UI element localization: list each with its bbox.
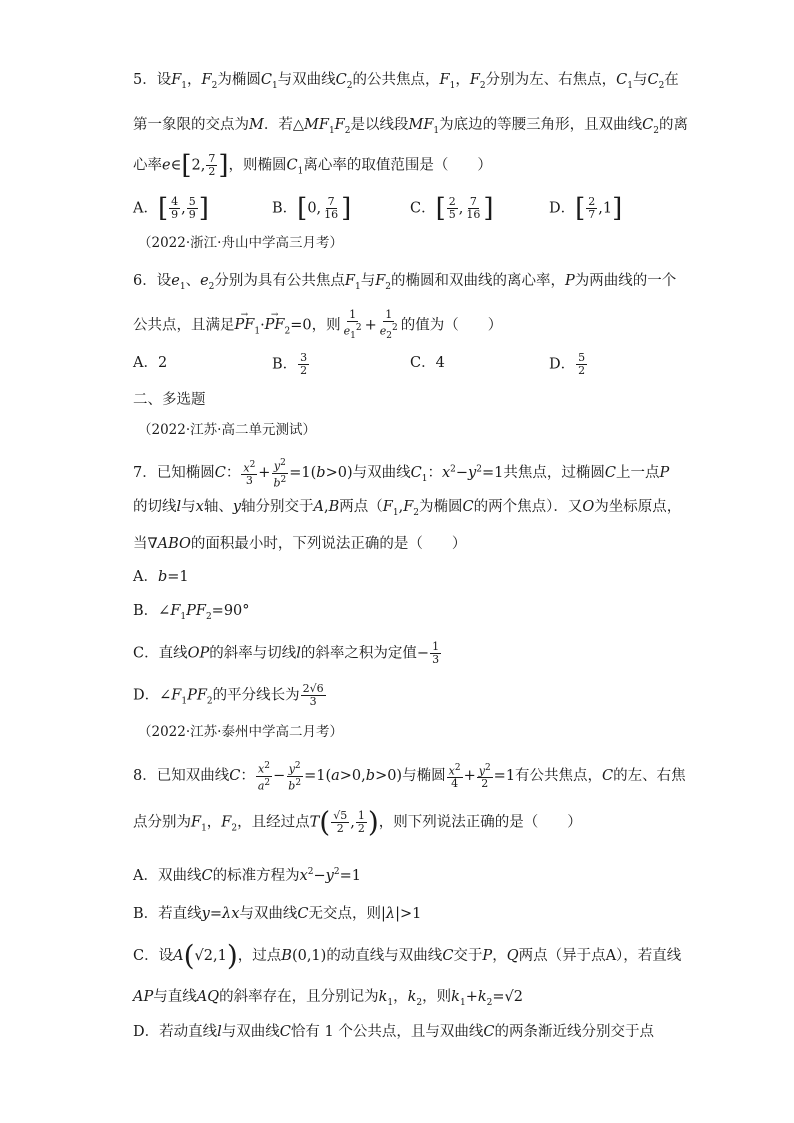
q6-line2: 公共点，且满足→ $PF_1\cdot\to PF_2=0$，则 $\frac{1}{e_1^2}$ + $\frac{1}{e_2^2}$ 的值为（ ）	[133, 309, 704, 342]
q8-option-a: A．双曲线C的标准方程为$x^2-y^2=1$	[133, 867, 361, 884]
section-heading: 二、多选题	[133, 392, 206, 408]
q7-source: （2022·江苏·高二单元测试）	[138, 422, 316, 438]
q8-line1: 8．已知双曲线C： $\frac{x^2}{a^2}$ − $\frac{y^2}{b^2}$ =1(a>0,b>0)与椭圆 $\frac{x^2}{4}$ + $\frac{y^2}{2}$ =1有公共焦点，C的左、右焦	[133, 761, 686, 793]
q5-line2: 第一象限的交点为M．若$\triangle MF_1F_2$是以线段$MF_1$为底边的等腰三角形，且双曲线$C_2$的离	[133, 117, 688, 136]
q8-option-d: D．若动直线l与双曲线C恰有 1 个公共点，且与双曲线C的两条渐近线分别交于点	[133, 1024, 654, 1040]
q7-option-a: A．b=1	[133, 569, 189, 585]
q8-source: （2022·江苏·泰州中学高二月考）	[138, 724, 343, 740]
q7-line2: 的切线l与x轴、y轴分别交于A,B两点（$F_1,F_2$为椭圆C的两个焦点）．又O为坐标原点，	[133, 499, 682, 518]
q5-option-c: C．[ $\frac{2}{5}$ , $\frac{7}{16}$ ]	[410, 193, 494, 224]
q6-option-c: C．4	[410, 355, 445, 371]
q8-option-c-line1: C．设A(√2,1)，过点B(0,1)的动直线与双曲线C交于P，Q两点（异于点A），若直线	[133, 939, 682, 972]
q5-option-d: D．[ $\frac{2}{7}$ ,1]	[549, 193, 623, 224]
q8-line2: 点分别为$F_1$，$F_2$，且经过点T( $\frac{√5}{2}$ , $\frac{1}{2}$ )，则下列说法正确的是（ ）	[133, 805, 582, 839]
q6-option-b: B． $\frac{3}{2}$	[272, 351, 308, 377]
q5-option-b: B．[0, $\frac{7}{16}$ ]	[272, 193, 352, 224]
q5-option-a: A．[ $\frac{4}{9}$ , $\frac{5}{9}$ ]	[133, 193, 209, 224]
q7-option-c: C．直线OP的斜率与切线l的斜率之积为定值− $\frac{1}{3}$	[133, 640, 440, 666]
q8-option-b: B．若直线y=λx与双曲线C无交点，则|λ|>1	[133, 906, 422, 922]
q8-option-c-line2: AP与直线AQ的斜率存在，且分别记为$k_1$，$k_2$，则$k_1+k_2=√2$	[133, 989, 523, 1008]
q6-option-d: D． $\frac{5}{2}$	[549, 351, 586, 377]
q6-source: （2022·浙江·舟山中学高三月考）	[138, 235, 343, 251]
q5-line1: 5．设$F_1$，$F_2$为椭圆$C_1$与双曲线$C_2$的公共焦点，$F_1$，$F_2$分别为左、右焦点，$C_1$与$C_2$在	[133, 72, 679, 91]
q6-line1: 6．设$e_1$、$e_2$分别为具有公共焦点$F_1$与$F_2$的椭圆和双曲线的离心率，P为两曲线的一个	[133, 273, 677, 292]
q7-option-b: B．$\angle F_1PF_2=90^\circ$	[133, 603, 250, 622]
q5-line3: 心率e∈[2, $\frac{7}{2}$ ]，则椭圆$C_1$离心率的取值范围是（ ）	[133, 150, 492, 181]
q7-line1: 7．已知椭圆C： $\frac{x^2}{3}$ + $\frac{y^2}{b^2}$ =1(b>0)与双曲线$C_1$：$x^2-y^2=1$共焦点，过椭圆C上一点P	[133, 458, 670, 490]
q6-option-a: A．2	[133, 355, 168, 371]
q7-option-d: D．$\angle F_1PF_2$的平分线长为 $\frac{2√6}{3}$	[133, 682, 324, 708]
q7-line3: 当∇ABO的面积最小时，下列说法正确的是（ ）	[133, 536, 467, 552]
